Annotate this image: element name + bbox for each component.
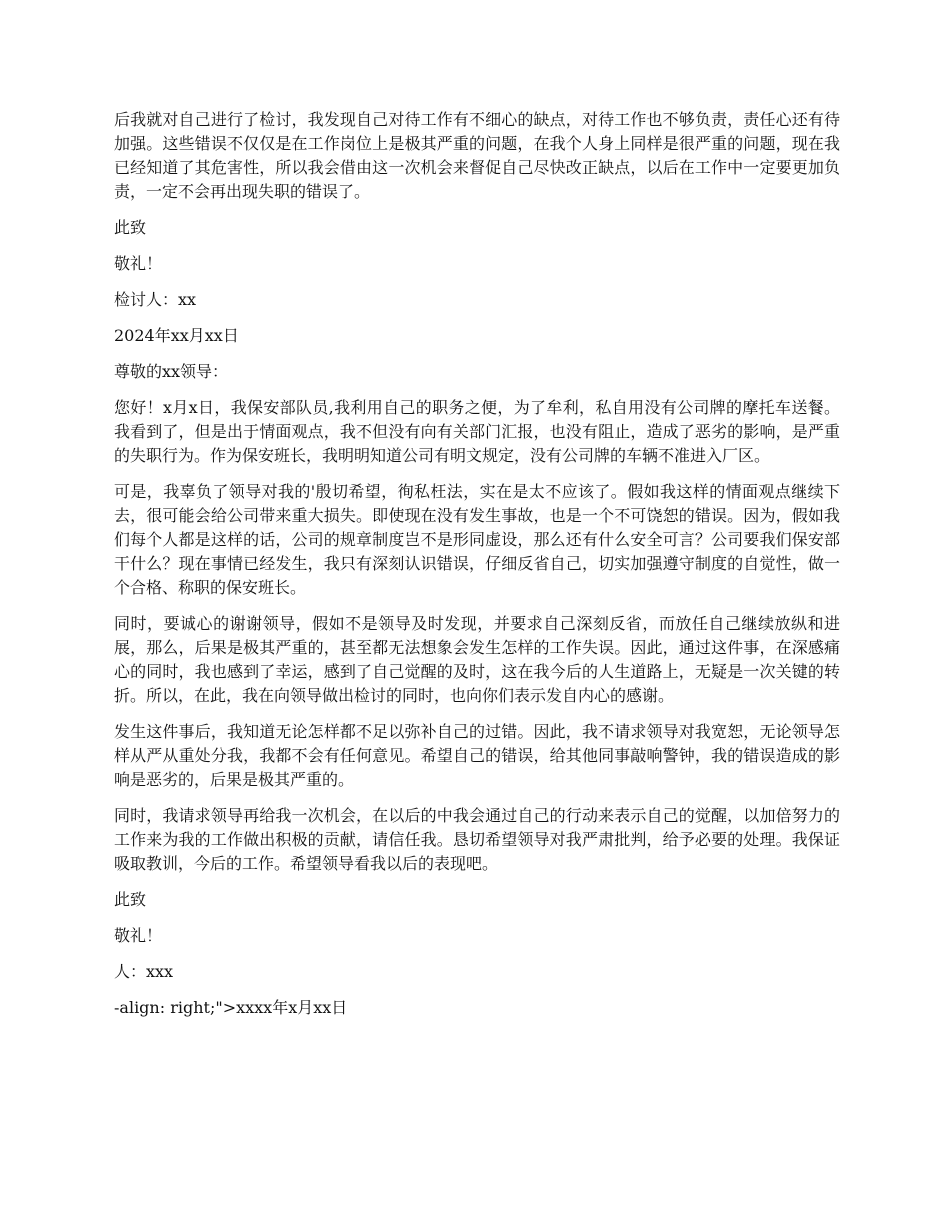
paragraph-gratitude: 同时，要诚心的谢谢领导，假如不是领导及时发现，并要求自己深刻反省，而放任自己继续放纵和进展，那么，后果是极其严重的，甚至都无法想象会发生怎样的工作失误。因此，通过这件事，在深感痛心的同时，我也感到了幸运，感到了自己觉醒的及时，这在我今后的人生道路上，无疑是一次关键的转折。所以，在此，我在向领导做出检讨的同时，也向你们表示发自内心的感谢。 bbox=[114, 614, 840, 705]
date-line: 2024年xx月xx日 bbox=[114, 326, 239, 345]
paragraph-request: 同时，我请求领导再给我一次机会，在以后的中我会通过自己的行动来表示自己的觉醒，以加倍努力的工作来为我的工作做出积极的贡献，请信任我。恳切希望领导对我严肃批判，给予必要的处理。我保证吸取教训，今后的工作。希望领导看我以后的表现吧。 bbox=[114, 806, 840, 873]
paragraph-acceptance: 发生这件事后，我知道无论怎样都不足以弥补自己的过错。因此，我不请求领导对我宽恕，无论领导怎样从严从重处分我，我都不会有任何意见。希望自己的错误，给其他同事敲响警钟，我的错误造成的影响是恶劣的，后果是极其严重的。 bbox=[114, 722, 840, 789]
closing-salutation-2: 此致 bbox=[114, 890, 147, 909]
paragraph-reflection: 可是，我辜负了领导对我的'殷切希望，徇私枉法，实在是太不应该了。假如我这样的情面观点继续下去，很可能会给公司带来重大损失。即使现在没有发生事故，也是一个不可饶恕的错误。因为，假如我们每个人都是这样的话，公司的规章制度岂不是形同虚设，那么还有什么安全可言？公司要我们保安部干什么？现在事情已经发生，我只有深刻认识错误，仔细反省自己，切实加强遵守制度的自觉性，做一个合格、称职的保安班长。 bbox=[114, 482, 840, 597]
paragraph-incident: 您好！x月x日，我保安部队员,我利用自己的职务之便，为了牟利，私自用没有公司牌的摩托车送餐。我看到了，但是出于情面观点，我不但没有向有关部门汇报，也没有阻止，造成了恶劣的影响，是严重的失职行为。作为保安班长，我明明知道公司有明文规定，没有公司牌的车辆不准进入厂区。 bbox=[114, 398, 840, 465]
closing-regards: 敬礼！ bbox=[114, 254, 163, 273]
signature-line: 检讨人：xx bbox=[114, 290, 197, 309]
closing-salutation: 此致 bbox=[114, 218, 147, 237]
closing-regards-2: 敬礼！ bbox=[114, 926, 163, 945]
document-page bbox=[114, 108, 840, 1032]
letter-greeting: 尊敬的xx领导： bbox=[114, 362, 229, 381]
paragraph-self-review: 后我就对自己进行了检讨，我发现自己对待工作有不细心的缺点，对待工作也不够负责，责任心还有待加强。这些错误不仅仅是在工作岗位上是极其严重的问题，在我个人身上同样是很严重的问题，现在我已经知道了其危害性，所以我会借由这一次机会来督促自己尽快改正缺点，以后在工作中一定要更加负责，一定不会再出现失职的错误了。 bbox=[114, 110, 840, 201]
signature-line-2: 人：xxx bbox=[114, 962, 174, 981]
date-line-2: -align: right;">xxxx年x月xx日 bbox=[114, 998, 348, 1017]
